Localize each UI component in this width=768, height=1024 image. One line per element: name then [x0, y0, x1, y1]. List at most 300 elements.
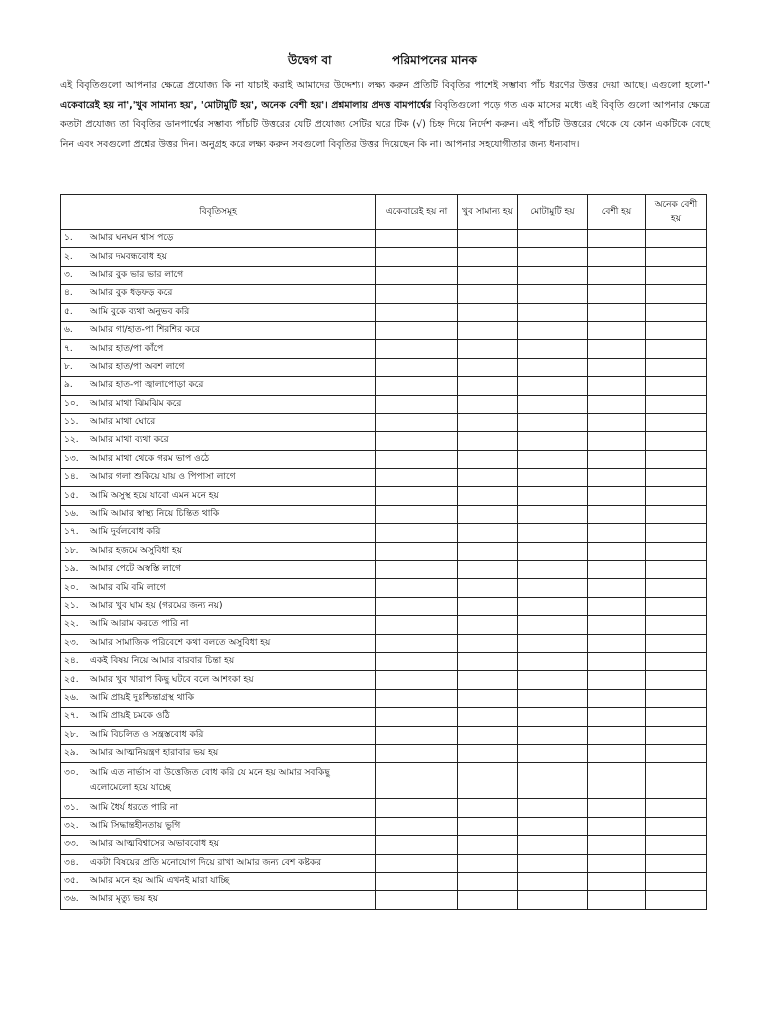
- statement-cell: [61, 230, 376, 248]
- answer-much-cell[interactable]: [588, 836, 646, 854]
- answer-moderately-cell[interactable]: [518, 689, 588, 707]
- answer-never-cell[interactable]: [376, 432, 458, 450]
- answer-never-cell[interactable]: [376, 763, 458, 799]
- statement-text: আমি দুর্বলবোধ করি: [90, 527, 161, 538]
- statement-cell: [61, 799, 376, 817]
- table-row: [61, 799, 707, 817]
- table-row: [61, 763, 707, 799]
- answer-never-cell[interactable]: [376, 708, 458, 726]
- answer-very-much-cell[interactable]: [646, 561, 707, 579]
- answer-moderately-cell[interactable]: [518, 450, 588, 468]
- answer-very-much-cell[interactable]: [646, 744, 707, 762]
- instructions-lead: এই বিবৃতিগুলো আপনার ক্ষেত্রে প্রযোজ্য কি না যাচাই করাই আমাদের উদ্দেশ্য। লক্ষ্য করুন প্রতিটি বিবৃতির পাশেই সম্ভাব্য পাঁচ ধরণের উত্তর দেয়া আছে। এগুলো হলো-: [60, 80, 708, 91]
- answer-never-cell[interactable]: [376, 799, 458, 817]
- table-row: [61, 744, 707, 762]
- answer-very-much-cell[interactable]: [646, 505, 707, 523]
- answer-very-much-cell[interactable]: [646, 321, 707, 339]
- answer-slightly-cell[interactable]: [458, 358, 518, 376]
- statement-text: আমি অসুস্থ হয়ে যাবো এমন মনে হয়: [90, 490, 219, 501]
- statement-text: একই বিষয় নিয়ে আমার বারবার চিন্তা হয়: [90, 656, 235, 667]
- statement-text: আমার মাথা ব্যথা করে: [90, 435, 169, 446]
- statement-number: ৩০.: [64, 767, 79, 778]
- answer-moderately-cell[interactable]: [518, 266, 588, 284]
- answer-very-much-cell[interactable]: [646, 891, 707, 909]
- answer-very-much-cell[interactable]: [646, 671, 707, 689]
- statement-number: ১০.: [64, 398, 79, 409]
- table-row: [61, 432, 707, 450]
- answer-moderately-cell[interactable]: [518, 616, 588, 634]
- statement-text: আমি আমার স্বাস্থ্য নিয়ে চিন্তিত থাকি: [90, 509, 220, 520]
- statement-text: আমার আত্মনিয়ন্ত্রণ হারাবার ভয় হয়: [90, 748, 219, 759]
- answer-much-cell[interactable]: [588, 763, 646, 799]
- table-row: [61, 634, 707, 652]
- answer-never-cell[interactable]: [376, 505, 458, 523]
- answer-moderately-cell[interactable]: [518, 285, 588, 303]
- answer-never-cell[interactable]: [376, 597, 458, 615]
- statement-text: আমি প্রায়ই চমকে ওঠি: [90, 711, 170, 722]
- statement-text: আমার বমি বমি লাগে: [90, 582, 166, 593]
- table-row: [61, 321, 707, 339]
- statement-cell: [61, 542, 376, 560]
- statement-text: আমি বিচলিত ও সন্ত্রস্তবোধ করি: [90, 729, 204, 740]
- statement-cell: [61, 469, 376, 487]
- answer-never-cell[interactable]: [376, 285, 458, 303]
- answer-much-cell[interactable]: [588, 854, 646, 872]
- answer-moderately-cell[interactable]: [518, 524, 588, 542]
- answer-moderately-cell[interactable]: [518, 872, 588, 890]
- statement-text: আমার সামাজিক পরিবেশে কথা বলতে অসুবিধা হয়: [90, 637, 271, 648]
- statement-number: ৩১.: [64, 802, 79, 813]
- statement-cell: [61, 817, 376, 835]
- answer-slightly-cell[interactable]: [458, 579, 518, 597]
- answer-moderately-cell[interactable]: [518, 542, 588, 560]
- statement-cell: [61, 487, 376, 505]
- answer-slightly-cell[interactable]: [458, 671, 518, 689]
- answer-slightly-cell[interactable]: [458, 321, 518, 339]
- answer-never-cell[interactable]: [376, 726, 458, 744]
- answer-slightly-cell[interactable]: [458, 726, 518, 744]
- answer-very-much-cell[interactable]: [646, 634, 707, 652]
- statement-number: ৯.: [64, 380, 73, 391]
- answer-slightly-cell[interactable]: [458, 340, 518, 358]
- statement-text: আমার হাত-পা জ্বালাপোড়া করে: [90, 380, 204, 391]
- answer-slightly-cell[interactable]: [458, 817, 518, 835]
- answer-moderately-cell[interactable]: [518, 303, 588, 321]
- statement-number: ৩৫.: [64, 876, 79, 887]
- answer-much-cell[interactable]: [588, 597, 646, 615]
- answer-slightly-cell[interactable]: [458, 377, 518, 395]
- answer-never-cell[interactable]: [376, 377, 458, 395]
- statement-text: আমি ধৈর্য ধরতে পারি না: [90, 802, 178, 813]
- table-row: [61, 561, 707, 579]
- answer-never-cell[interactable]: [376, 303, 458, 321]
- answer-much-cell[interactable]: [588, 450, 646, 468]
- answer-slightly-cell[interactable]: [458, 248, 518, 266]
- answer-much-cell[interactable]: [588, 872, 646, 890]
- instructions-paragraph: [60, 76, 710, 154]
- answer-slightly-cell[interactable]: [458, 542, 518, 560]
- answer-very-much-cell[interactable]: [646, 487, 707, 505]
- answer-very-much-cell[interactable]: [646, 377, 707, 395]
- answer-moderately-cell[interactable]: [518, 358, 588, 376]
- answer-never-cell[interactable]: [376, 854, 458, 872]
- answer-moderately-cell[interactable]: [518, 248, 588, 266]
- answer-much-cell[interactable]: [588, 579, 646, 597]
- answer-slightly-cell[interactable]: [458, 524, 518, 542]
- answer-much-cell[interactable]: [588, 799, 646, 817]
- statement-cell: [61, 432, 376, 450]
- answer-much-cell[interactable]: [588, 413, 646, 431]
- statement-text: আমার মনে হয় আমি এখনই মারা যাচ্ছি: [90, 876, 230, 887]
- answer-moderately-cell[interactable]: [518, 671, 588, 689]
- statement-text: আমার বুক ভার ভার লাগে: [90, 269, 184, 280]
- answer-much-cell[interactable]: [588, 358, 646, 376]
- answer-never-cell[interactable]: [376, 524, 458, 542]
- statement-text: আমার গলা শুকিয়ে যায় ও পিপাসা লাগে: [90, 472, 236, 483]
- answer-slightly-cell[interactable]: [458, 872, 518, 890]
- answer-moderately-cell[interactable]: [518, 799, 588, 817]
- answer-slightly-cell[interactable]: [458, 505, 518, 523]
- statement-text: আমি বুকে ব্যথা অনুভব করি: [90, 306, 190, 317]
- answer-never-cell[interactable]: [376, 872, 458, 890]
- answer-moderately-cell[interactable]: [518, 377, 588, 395]
- statement-number: ৬.: [64, 325, 73, 336]
- answer-slightly-cell[interactable]: [458, 230, 518, 248]
- answer-very-much-cell[interactable]: [646, 872, 707, 890]
- answer-never-cell[interactable]: [376, 230, 458, 248]
- table-row: [61, 358, 707, 376]
- answer-very-much-cell[interactable]: [646, 854, 707, 872]
- instructions-options: ' একেবারেই হয় না','খুব সামান্য হয়', 'মোটামুটি হয়', অনেক বেশী হয়'। প্রশ্নমালায় প্রদত্ত বামপার্শ্বের: [60, 80, 710, 111]
- statement-text: আমার দমবন্ধবোধ হয়: [90, 251, 167, 262]
- statement-number: ২৯.: [64, 748, 79, 759]
- answer-very-much-cell[interactable]: [646, 266, 707, 284]
- statement-cell: [61, 891, 376, 909]
- statement-text: আমি আরাম করতে পারি না: [90, 619, 189, 630]
- answer-much-cell[interactable]: [588, 285, 646, 303]
- table-row: [61, 836, 707, 854]
- answer-very-much-cell[interactable]: [646, 542, 707, 560]
- answer-much-cell[interactable]: [588, 671, 646, 689]
- statement-cell: [61, 561, 376, 579]
- answer-much-cell[interactable]: [588, 708, 646, 726]
- statement-cell: [61, 579, 376, 597]
- answer-much-cell[interactable]: [588, 303, 646, 321]
- answer-moderately-cell[interactable]: [518, 597, 588, 615]
- answer-very-much-cell[interactable]: [646, 450, 707, 468]
- answer-slightly-cell[interactable]: [458, 597, 518, 615]
- answer-much-cell[interactable]: [588, 505, 646, 523]
- answer-moderately-cell[interactable]: [518, 340, 588, 358]
- statement-cell: [61, 671, 376, 689]
- answer-very-much-cell[interactable]: [646, 817, 707, 835]
- statement-number: ২৮.: [64, 729, 79, 740]
- answer-never-cell[interactable]: [376, 487, 458, 505]
- answer-slightly-cell[interactable]: [458, 616, 518, 634]
- answer-very-much-cell[interactable]: [646, 579, 707, 597]
- answer-never-cell[interactable]: [376, 561, 458, 579]
- table-row: [61, 652, 707, 670]
- answer-moderately-cell[interactable]: [518, 744, 588, 762]
- answer-slightly-cell[interactable]: [458, 303, 518, 321]
- answer-much-cell[interactable]: [588, 817, 646, 835]
- answer-never-cell[interactable]: [376, 542, 458, 560]
- statement-cell: [61, 597, 376, 615]
- table-row: [61, 872, 707, 890]
- answer-slightly-cell[interactable]: [458, 450, 518, 468]
- answer-slightly-cell[interactable]: [458, 763, 518, 799]
- anxiety-scale-table: [60, 194, 707, 910]
- answer-slightly-cell[interactable]: [458, 395, 518, 413]
- table-row: [61, 395, 707, 413]
- statement-cell: [61, 524, 376, 542]
- table-row: [61, 689, 707, 707]
- header-statements: বিবৃতিসমূহ: [61, 195, 376, 230]
- table-row: [61, 469, 707, 487]
- statement-number: ২.: [64, 251, 73, 262]
- statement-number: ৪.: [64, 288, 73, 299]
- answer-much-cell[interactable]: [588, 395, 646, 413]
- statement-cell: [61, 854, 376, 872]
- statement-text: আমার পেটে অস্বস্তি লাগে: [90, 564, 182, 575]
- answer-never-cell[interactable]: [376, 634, 458, 652]
- answer-very-much-cell[interactable]: [646, 708, 707, 726]
- answer-much-cell[interactable]: [588, 432, 646, 450]
- table-row: [61, 726, 707, 744]
- answer-never-cell[interactable]: [376, 266, 458, 284]
- answer-never-cell[interactable]: [376, 689, 458, 707]
- table-row: [61, 671, 707, 689]
- statement-text: আমি এত নার্ভাস বা উত্তেজিত বোধ করি যে মনে হয় আমার সবকিছু এলোমেলো হয়ে যাচ্ছে: [90, 767, 330, 793]
- answer-much-cell[interactable]: [588, 377, 646, 395]
- answer-very-much-cell[interactable]: [646, 285, 707, 303]
- answer-very-much-cell[interactable]: [646, 616, 707, 634]
- statement-number: ৩৩.: [64, 839, 79, 850]
- statement-cell: [61, 872, 376, 890]
- statement-number: ১৬.: [64, 509, 79, 520]
- statement-cell: [61, 413, 376, 431]
- statement-text: আমার মাথা ঘোরে: [90, 417, 156, 428]
- answer-slightly-cell[interactable]: [458, 413, 518, 431]
- statement-cell: [61, 248, 376, 266]
- table-row: [61, 817, 707, 835]
- answer-never-cell[interactable]: [376, 413, 458, 431]
- answer-much-cell[interactable]: [588, 487, 646, 505]
- header-never: একেবারেই হয় না: [376, 195, 458, 230]
- statement-cell: [61, 689, 376, 707]
- answer-never-cell[interactable]: [376, 450, 458, 468]
- answer-much-cell[interactable]: [588, 230, 646, 248]
- answer-much-cell[interactable]: [588, 266, 646, 284]
- table-row: [61, 230, 707, 248]
- answer-moderately-cell[interactable]: [518, 469, 588, 487]
- answer-slightly-cell[interactable]: [458, 891, 518, 909]
- answer-very-much-cell[interactable]: [646, 413, 707, 431]
- answer-moderately-cell[interactable]: [518, 652, 588, 670]
- header-much: বেশী হয়: [588, 195, 646, 230]
- answer-never-cell[interactable]: [376, 744, 458, 762]
- answer-never-cell[interactable]: [376, 358, 458, 376]
- table-body: [61, 230, 707, 910]
- answer-slightly-cell[interactable]: [458, 266, 518, 284]
- answer-never-cell[interactable]: [376, 891, 458, 909]
- answer-very-much-cell[interactable]: [646, 524, 707, 542]
- statement-number: ১.: [64, 233, 73, 244]
- answer-slightly-cell[interactable]: [458, 432, 518, 450]
- instructions-rest: বিবৃতিগুলো পড়ে গত এক মাসের মধ্যে এই বিবৃতি গুলো আপনার ক্ষেত্রে কতটা প্রযোজ্য তা বিবৃতির ডানপার্শ্বের সম্ভাব্য পাঁচটি উত্তরের যেটি প্রযোজ্য সেটির ঘরে টিক (√) চিহ্ন দিয়ে নির্দেশ করুন। এই পাঁচটি উত্তরের থেকে যে কোন একটিকে বেছে নিন এবং সবগুলো প্রশ্নের উত্তর দিন। অনুগ্রহ করে লক্ষ্য করুন সবগুলো বিবৃতির উত্তর দিয়েছেন কি না। আপনার সহযোগীতার জন্য ধন্যবাদ।: [60, 99, 710, 150]
- answer-moderately-cell[interactable]: [518, 487, 588, 505]
- answer-slightly-cell[interactable]: [458, 799, 518, 817]
- table-row: [61, 579, 707, 597]
- statement-number: ২৬.: [64, 692, 79, 703]
- answer-never-cell[interactable]: [376, 321, 458, 339]
- answer-moderately-cell[interactable]: [518, 413, 588, 431]
- table-row: [61, 891, 707, 909]
- answer-moderately-cell[interactable]: [518, 579, 588, 597]
- answer-much-cell[interactable]: [588, 321, 646, 339]
- answer-slightly-cell[interactable]: [458, 708, 518, 726]
- answer-never-cell[interactable]: [376, 340, 458, 358]
- answer-slightly-cell[interactable]: [458, 487, 518, 505]
- answer-slightly-cell[interactable]: [458, 854, 518, 872]
- answer-very-much-cell[interactable]: [646, 303, 707, 321]
- answer-very-much-cell[interactable]: [646, 689, 707, 707]
- answer-moderately-cell[interactable]: [518, 432, 588, 450]
- answer-much-cell[interactable]: [588, 561, 646, 579]
- table-row: [61, 340, 707, 358]
- answer-very-much-cell[interactable]: [646, 230, 707, 248]
- answer-never-cell[interactable]: [376, 395, 458, 413]
- answer-never-cell[interactable]: [376, 616, 458, 634]
- answer-never-cell[interactable]: [376, 652, 458, 670]
- table-row: [61, 450, 707, 468]
- answer-moderately-cell[interactable]: [518, 395, 588, 413]
- answer-slightly-cell[interactable]: [458, 561, 518, 579]
- answer-never-cell[interactable]: [376, 817, 458, 835]
- statement-cell: [61, 321, 376, 339]
- answer-never-cell[interactable]: [376, 836, 458, 854]
- answer-slightly-cell[interactable]: [458, 689, 518, 707]
- answer-moderately-cell[interactable]: [518, 634, 588, 652]
- table-row: [61, 505, 707, 523]
- statement-number: ১২.: [64, 435, 79, 446]
- answer-moderately-cell[interactable]: [518, 854, 588, 872]
- answer-much-cell[interactable]: [588, 469, 646, 487]
- statement-number: ২৩.: [64, 637, 79, 648]
- statement-number: ২১.: [64, 601, 79, 611]
- answer-very-much-cell[interactable]: [646, 726, 707, 744]
- statement-cell: [61, 652, 376, 670]
- answer-very-much-cell[interactable]: [646, 652, 707, 670]
- statement-cell: [61, 616, 376, 634]
- answer-slightly-cell[interactable]: [458, 744, 518, 762]
- statement-text: আমার গা/হাত-পা শিরশির করে: [90, 325, 200, 336]
- statement-number: ২৭.: [64, 711, 79, 722]
- answer-much-cell[interactable]: [588, 744, 646, 762]
- answer-moderately-cell[interactable]: [518, 230, 588, 248]
- statement-number: ৩২.: [64, 820, 79, 831]
- answer-very-much-cell[interactable]: [646, 358, 707, 376]
- title-part-2: পরিমাপনের মানক: [392, 53, 477, 67]
- answer-moderately-cell[interactable]: [518, 836, 588, 854]
- answer-very-much-cell[interactable]: [646, 248, 707, 266]
- answer-moderately-cell[interactable]: [518, 891, 588, 909]
- statement-cell: [61, 763, 376, 799]
- answer-slightly-cell[interactable]: [458, 469, 518, 487]
- answer-never-cell[interactable]: [376, 579, 458, 597]
- statement-cell: [61, 303, 376, 321]
- answer-never-cell[interactable]: [376, 671, 458, 689]
- answer-very-much-cell[interactable]: [646, 469, 707, 487]
- answer-much-cell[interactable]: [588, 652, 646, 670]
- answer-moderately-cell[interactable]: [518, 561, 588, 579]
- answer-very-much-cell[interactable]: [646, 395, 707, 413]
- statement-number: ১৭.: [64, 527, 79, 538]
- answer-slightly-cell[interactable]: [458, 652, 518, 670]
- statement-cell: [61, 450, 376, 468]
- statement-cell: [61, 358, 376, 376]
- answer-much-cell[interactable]: [588, 726, 646, 744]
- answer-much-cell[interactable]: [588, 616, 646, 634]
- answer-much-cell[interactable]: [588, 340, 646, 358]
- answer-much-cell[interactable]: [588, 542, 646, 560]
- answer-moderately-cell[interactable]: [518, 817, 588, 835]
- statement-number: ৫.: [64, 306, 73, 317]
- answer-much-cell[interactable]: [588, 689, 646, 707]
- statement-number: ৩.: [64, 269, 73, 280]
- answer-never-cell[interactable]: [376, 248, 458, 266]
- table-row: [61, 542, 707, 560]
- answer-very-much-cell[interactable]: [646, 799, 707, 817]
- answer-moderately-cell[interactable]: [518, 763, 588, 799]
- answer-slightly-cell[interactable]: [458, 285, 518, 303]
- answer-moderately-cell[interactable]: [518, 505, 588, 523]
- answer-moderately-cell[interactable]: [518, 708, 588, 726]
- answer-very-much-cell[interactable]: [646, 763, 707, 799]
- answer-never-cell[interactable]: [376, 469, 458, 487]
- statement-text: আমার হাত/পা কাঁপে: [90, 343, 164, 354]
- statement-text: আমার মাথা থেকে গরম ভাপ ওঠে: [90, 453, 210, 464]
- statement-text: আমি সিদ্ধান্তহীনতায় ভুগি: [90, 820, 181, 831]
- statement-text: আমার খুব ঘাম হয় (গরমের জন্য নয়): [90, 601, 223, 611]
- statement-number: ২৪.: [64, 656, 79, 667]
- statement-cell: [61, 285, 376, 303]
- answer-much-cell[interactable]: [588, 524, 646, 542]
- statement-text: আমার মাথা ঝিমঝিম করে: [90, 398, 182, 409]
- answer-much-cell[interactable]: [588, 891, 646, 909]
- answer-very-much-cell[interactable]: [646, 597, 707, 615]
- answer-very-much-cell[interactable]: [646, 340, 707, 358]
- answer-much-cell[interactable]: [588, 634, 646, 652]
- table-row: [61, 413, 707, 431]
- answer-much-cell[interactable]: [588, 248, 646, 266]
- answer-very-much-cell[interactable]: [646, 836, 707, 854]
- table-row: [61, 597, 707, 615]
- statement-number: ৩৪.: [64, 857, 79, 868]
- statement-number: ২৫.: [64, 674, 79, 685]
- statement-cell: [61, 377, 376, 395]
- answer-very-much-cell[interactable]: [646, 432, 707, 450]
- table-row: [61, 248, 707, 266]
- statement-text: আমার ঘনঘন শ্বাস পড়ে: [90, 233, 174, 244]
- statement-number: ৩৬.: [64, 894, 79, 905]
- answer-moderately-cell[interactable]: [518, 726, 588, 744]
- statement-number: ১৪.: [64, 472, 79, 483]
- answer-moderately-cell[interactable]: [518, 321, 588, 339]
- answer-slightly-cell[interactable]: [458, 836, 518, 854]
- answer-slightly-cell[interactable]: [458, 634, 518, 652]
- statement-number: ১৮.: [64, 545, 79, 556]
